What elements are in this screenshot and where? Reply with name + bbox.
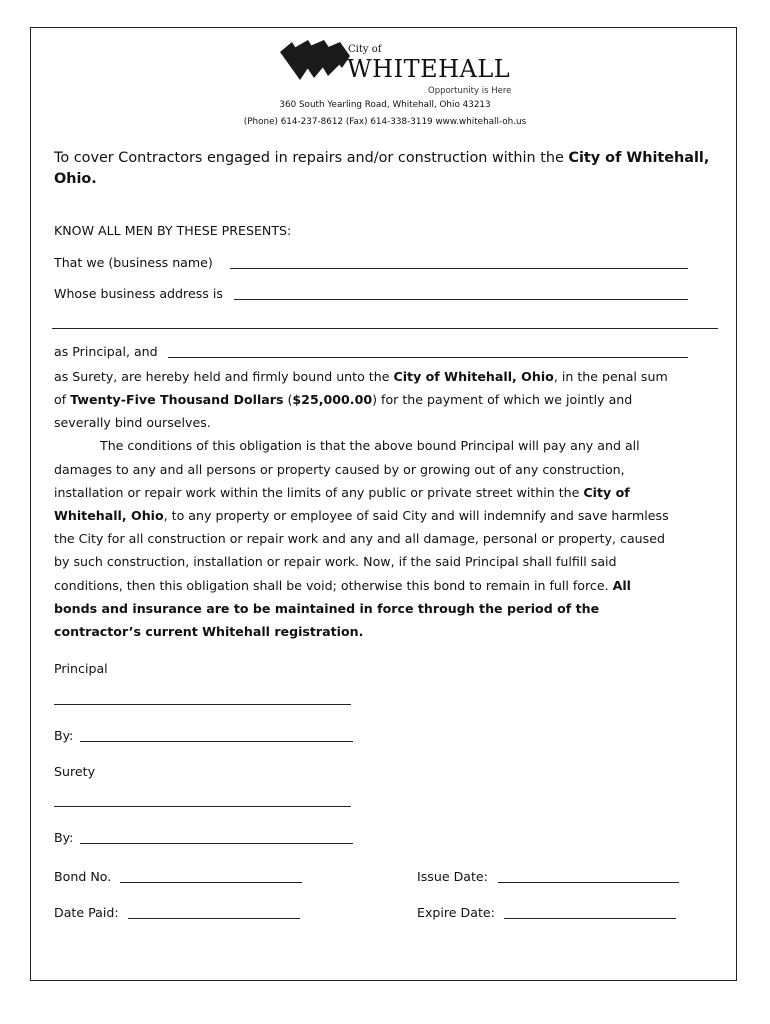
surety-text-1b: City of Whitehall, Ohio [393, 369, 554, 384]
surety-text-line-2 [54, 392, 632, 407]
conditions-line-1: The conditions of this obligation is that the above bound Principal will pay any and all [100, 438, 640, 453]
logo-name: WHITEHALL [347, 55, 511, 83]
surety-by-field[interactable] [80, 843, 353, 844]
conditions-text-3a: installation or repair work within the limits of any public or private street within the [54, 485, 584, 500]
logo-tagline: Opportunity is Here [428, 86, 512, 96]
expire-date-label: Expire Date: [417, 905, 495, 920]
surety-text-2c: ( [283, 392, 293, 407]
surety-text-1c: , in the penal sum [553, 369, 668, 384]
intro-bold: City of Whitehall, [568, 150, 710, 166]
principal-signature-field[interactable] [54, 704, 351, 705]
intro-line-1 [54, 150, 709, 166]
principal-by-field[interactable] [80, 741, 353, 742]
conditions-text-9: contractor’s current Whitehall registration. [54, 624, 364, 639]
principal-and-label: as Principal, and [54, 344, 158, 359]
conditions-line-8 [54, 601, 599, 616]
surety-signature-field[interactable] [54, 806, 351, 807]
document-border [30, 27, 737, 981]
conditions-line-3 [54, 485, 630, 500]
issue-date-label: Issue Date: [417, 869, 488, 884]
surety-name-field[interactable] [168, 357, 688, 358]
surety-text-2b: Twenty-Five Thousand Dollars [70, 392, 284, 407]
expire-date-field[interactable] [504, 918, 676, 919]
conditions-line-7 [54, 578, 631, 593]
date-paid-field[interactable] [128, 918, 300, 919]
conditions-text-3b: City of [583, 485, 630, 500]
conditions-line-5: the City for all construction or repair work and any and all damage, personal or property, caused [54, 531, 665, 546]
conditions-line-4 [54, 508, 669, 523]
business-address-field-2[interactable] [52, 328, 718, 329]
principal-label: Principal [54, 661, 108, 676]
intro-text: To cover Contractors engaged in repairs and/or construction within the [54, 150, 569, 166]
conditions-line-6: by such construction, installation or repair work. Now, if the said Principal shall fulfill said [54, 554, 617, 569]
city-logo [278, 36, 512, 98]
know-all-heading: KNOW ALL MEN BY THESE PRESENTS: [54, 223, 292, 238]
surety-text-1a: as Surety, are hereby held and firmly bound unto the [54, 369, 394, 384]
logo-city-of: City of [348, 44, 382, 55]
business-name-field[interactable] [230, 268, 688, 269]
business-address-label: Whose business address is [54, 286, 223, 301]
surety-by-label: By: [54, 830, 74, 845]
header-contact: (Phone) 614-237-8612 (Fax) 614-338-3119 www.whitehall-oh.us [243, 117, 527, 127]
principal-by-label: By: [54, 728, 74, 743]
conditions-text-8: bonds and insurance are to be maintained in force through the period of the [54, 601, 600, 616]
header-address: 360 South Yearling Road, Whitehall, Ohio 43213 [279, 100, 491, 110]
bond-no-field[interactable] [120, 882, 302, 883]
surety-text-2d: $25,000.00 [292, 392, 373, 407]
surety-text-2a: of [54, 392, 71, 407]
bond-no-label: Bond No. [54, 869, 112, 884]
whitehall-logo-mark-icon [278, 38, 350, 88]
surety-label: Surety [54, 764, 96, 779]
conditions-text-7a: conditions, then this obligation shall be void; otherwise this bond to remain in full force. [54, 578, 613, 593]
conditions-line-2: damages to any and all persons or property caused by or growing out of any construction, [54, 462, 625, 477]
business-name-label: That we (business name) [54, 255, 213, 270]
conditions-text-7b: All [612, 578, 631, 593]
surety-text-2e: ) for the payment of which we jointly and [372, 392, 633, 407]
intro-bold-2: Ohio. [54, 171, 97, 187]
conditions-text-4a: Whitehall, Ohio [54, 508, 164, 523]
issue-date-field[interactable] [498, 882, 679, 883]
conditions-line-9 [54, 624, 363, 639]
business-address-field[interactable] [234, 299, 688, 300]
intro-line-2 [54, 171, 97, 187]
surety-text-line-1 [54, 369, 668, 384]
date-paid-label: Date Paid: [54, 905, 119, 920]
conditions-text-4b: , to any property or employee of said City and will indemnify and save harmless [163, 508, 669, 523]
surety-text-line-3: severally bind ourselves. [54, 415, 211, 430]
